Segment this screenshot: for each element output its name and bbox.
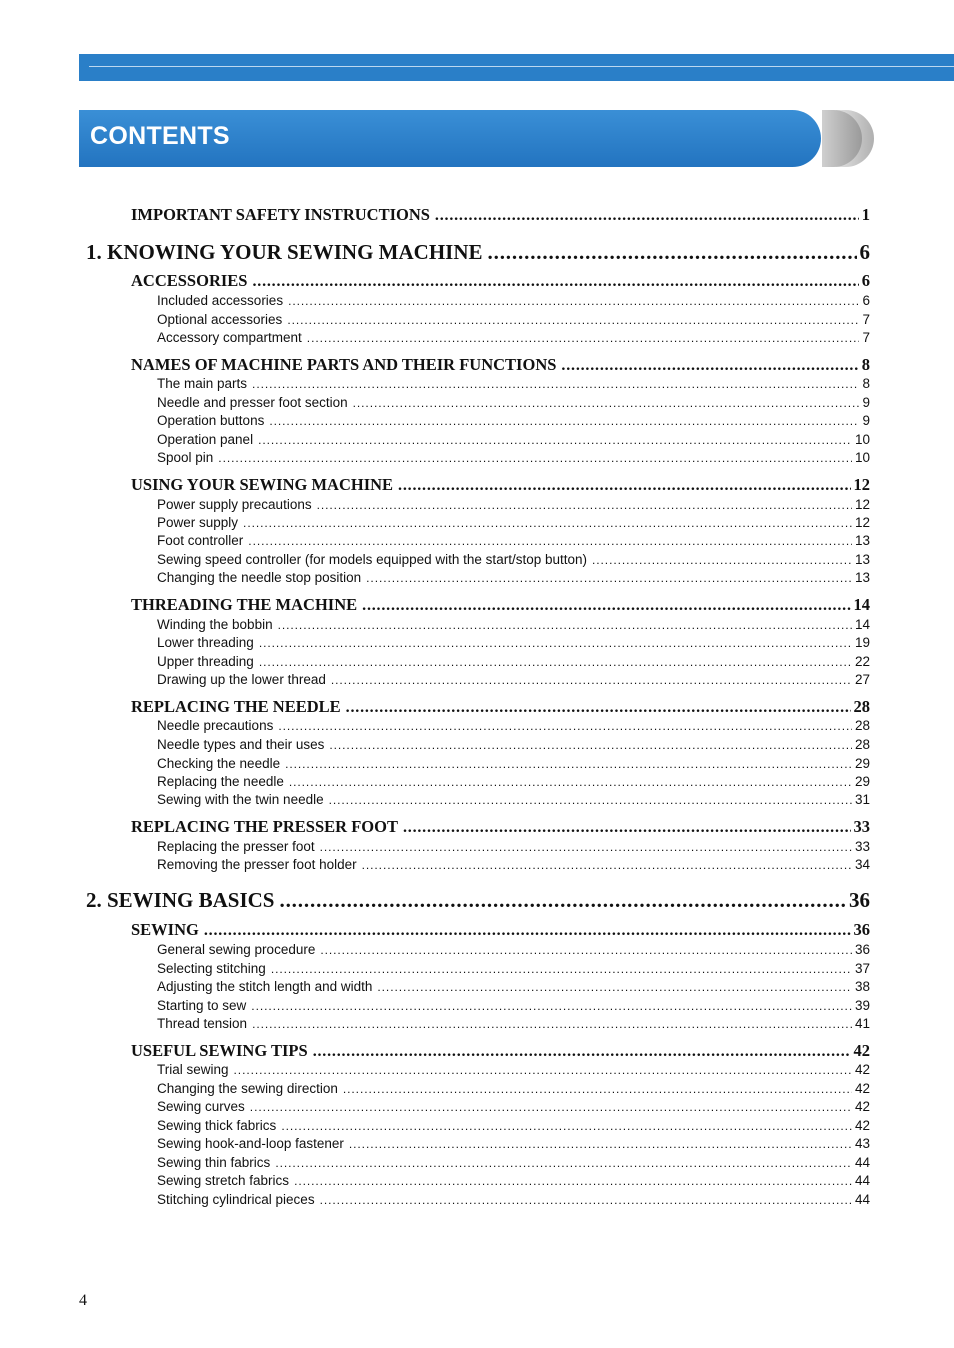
dot-leader — [435, 207, 859, 225]
toc-page-number: 13 — [854, 533, 870, 548]
dot-leader — [259, 636, 852, 650]
dot-leader — [403, 819, 851, 837]
toc-section[interactable] — [131, 1041, 870, 1063]
dot-leader — [320, 943, 852, 957]
dot-leader — [204, 922, 851, 940]
toc-entry-title: Changing the sewing direction — [157, 1081, 338, 1096]
toc-item[interactable] — [157, 961, 870, 979]
toc-entry-title: Sewing speed controller (for models equipped with the start/stop button) — [157, 552, 587, 567]
toc-page-number: 6 — [862, 293, 870, 308]
toc-page-number: 41 — [854, 1016, 870, 1031]
toc-page-number: 42 — [853, 1041, 870, 1060]
dot-leader — [252, 377, 859, 391]
toc-item[interactable] — [157, 774, 870, 792]
toc-item[interactable] — [157, 857, 870, 875]
dot-leader — [278, 719, 852, 733]
dot-leader — [218, 451, 852, 465]
toc-entry-title: Spool pin — [157, 450, 214, 465]
toc-section[interactable] — [131, 697, 870, 719]
toc-page-number: 6 — [859, 240, 870, 264]
toc-page-number: 44 — [854, 1173, 870, 1188]
toc-entry-title: Sewing stretch fabrics — [157, 1173, 290, 1188]
dot-leader — [248, 534, 852, 548]
toc-page-number: 1 — [861, 205, 870, 224]
toc-item[interactable] — [157, 515, 870, 533]
toc-item[interactable] — [157, 942, 870, 960]
dot-leader — [592, 553, 852, 567]
dot-leader — [252, 1017, 852, 1031]
toc-entry-title: 1. KNOWING YOUR SEWING MACHINE — [86, 240, 483, 264]
toc-entry-title: Replacing the needle — [157, 774, 284, 789]
toc-entry-title: REPLACING THE PRESSER FOOT — [131, 817, 398, 836]
toc-section[interactable] — [131, 817, 870, 839]
toc-entry-title: Operation buttons — [157, 413, 265, 428]
toc-item[interactable] — [157, 1173, 870, 1191]
toc-entry-title: The main parts — [157, 376, 248, 391]
dot-leader — [366, 571, 852, 585]
toc-entry-title: THREADING THE MACHINE — [131, 595, 358, 614]
toc-section[interactable] — [131, 271, 870, 293]
dot-leader — [258, 433, 852, 447]
toc-page-number: 10 — [854, 432, 870, 447]
toc-entry-title: Needle precautions — [157, 718, 274, 733]
toc-entry-title: Sewing hook-and-loop fastener — [157, 1136, 344, 1151]
toc-item[interactable] — [157, 635, 870, 653]
toc-entry-title: General sewing procedure — [157, 942, 316, 957]
toc-item[interactable] — [157, 1118, 870, 1136]
toc-page-number: 9 — [862, 395, 870, 410]
toc-item[interactable] — [157, 450, 870, 468]
dot-leader — [349, 1137, 852, 1151]
toc-item[interactable] — [157, 533, 870, 551]
toc-entry-title: REPLACING THE NEEDLE — [131, 697, 341, 716]
toc-entry-title: Needle and presser foot section — [157, 395, 348, 410]
toc-item[interactable] — [157, 1016, 870, 1034]
toc-page-number: 37 — [854, 961, 870, 976]
dot-leader — [329, 793, 852, 807]
toc-item[interactable] — [157, 979, 870, 997]
toc-page-number: 6 — [861, 271, 870, 290]
dot-leader — [259, 655, 852, 669]
toc-page-number: 29 — [854, 756, 870, 771]
toc-item[interactable] — [157, 497, 870, 515]
toc-page-number: 36 — [854, 942, 870, 957]
toc-item[interactable] — [157, 654, 870, 672]
toc-item[interactable] — [157, 330, 870, 348]
toc-entry-title: Stitching cylindrical pieces — [157, 1192, 315, 1207]
dot-leader — [313, 1043, 851, 1061]
toc-page-number: 31 — [854, 792, 870, 807]
dot-leader — [281, 1119, 852, 1133]
toc-entry-title: ACCESSORIES — [131, 271, 248, 290]
toc-chapter[interactable] — [86, 888, 870, 916]
dot-leader — [331, 673, 852, 687]
toc-page-number: 28 — [854, 737, 870, 752]
toc-item[interactable] — [157, 737, 870, 755]
dot-leader — [353, 396, 860, 410]
dot-leader — [362, 597, 850, 615]
dot-leader — [250, 1100, 852, 1114]
toc-entry-title: Sewing with the twin needle — [157, 792, 324, 807]
toc-page-number: 8 — [861, 355, 870, 374]
toc-section[interactable] — [131, 205, 870, 227]
dot-leader — [343, 1082, 852, 1096]
toc-page-number: 14 — [854, 617, 870, 632]
toc-item[interactable] — [157, 552, 870, 570]
toc-entry-title: Sewing curves — [157, 1099, 245, 1114]
toc-chapter[interactable] — [86, 240, 870, 268]
dot-leader — [317, 498, 852, 512]
toc-entry-title: Foot controller — [157, 533, 244, 548]
toc-entry-title: Trial sewing — [157, 1062, 229, 1077]
toc-item[interactable] — [157, 1062, 870, 1080]
toc-item[interactable] — [157, 432, 870, 450]
toc-item[interactable] — [157, 376, 870, 394]
toc-entry-title: Changing the needle stop position — [157, 570, 362, 585]
toc-page-number: 27 — [854, 672, 870, 687]
toc-page-number: 14 — [853, 595, 870, 614]
toc-item[interactable] — [157, 1081, 870, 1099]
toc-entry-title: Sewing thin fabrics — [157, 1155, 271, 1170]
toc-entry-title: USEFUL SEWING TIPS — [131, 1041, 308, 1060]
toc-page-number: 38 — [854, 979, 870, 994]
toc-entry-title: Optional accessories — [157, 312, 283, 327]
toc-page-number: 42 — [854, 1081, 870, 1096]
toc-entry-title: Lower threading — [157, 635, 254, 650]
dot-leader — [252, 273, 858, 291]
dot-leader — [362, 858, 852, 872]
dot-leader — [346, 699, 851, 717]
dot-leader — [377, 980, 852, 994]
toc-page-number: 9 — [862, 413, 870, 428]
toc-entry-title: Selecting stitching — [157, 961, 266, 976]
page-number: 4 — [79, 1292, 87, 1309]
toc-entry-title: Replacing the presser foot — [157, 839, 315, 854]
toc-entry-title: Winding the bobbin — [157, 617, 273, 632]
dot-leader — [278, 618, 852, 632]
toc-page-number: 10 — [854, 450, 870, 465]
toc-page-number: 12 — [854, 497, 870, 512]
toc-item[interactable] — [157, 718, 870, 736]
toc-page-number: 28 — [853, 697, 870, 716]
toc-entry-title: Sewing thick fabrics — [157, 1118, 277, 1133]
dot-leader — [561, 357, 858, 375]
toc-page-number: 8 — [862, 376, 870, 391]
toc-page-number: 13 — [854, 552, 870, 567]
toc-page-number: 43 — [854, 1136, 870, 1151]
toc-entry-title: USING YOUR SEWING MACHINE — [131, 475, 394, 494]
toc-entry-title: Starting to sew — [157, 998, 247, 1013]
toc-page-number: 44 — [854, 1192, 870, 1207]
toc-section[interactable] — [131, 475, 870, 497]
toc-entry-title: Removing the presser foot holder — [157, 857, 357, 872]
dot-leader — [269, 414, 859, 428]
dot-leader — [329, 738, 852, 752]
toc-page-number: 42 — [854, 1118, 870, 1133]
toc-entry-title: SEWING — [131, 920, 199, 939]
dot-leader — [288, 294, 859, 308]
dot-leader — [294, 1174, 852, 1188]
toc-page-number: 7 — [862, 330, 870, 345]
dot-leader — [307, 331, 860, 345]
dot-leader — [287, 313, 859, 327]
toc-section[interactable] — [131, 920, 870, 942]
toc-entry-title: Thread tension — [157, 1016, 248, 1031]
dot-leader — [271, 962, 852, 976]
toc-entry-title: Accessory compartment — [157, 330, 302, 345]
toc-page-number: 22 — [854, 654, 870, 669]
page-title: CONTENTS — [90, 122, 230, 150]
toc-page-number: 29 — [854, 774, 870, 789]
toc-entry-title: Needle types and their uses — [157, 737, 325, 752]
toc-item[interactable] — [157, 312, 870, 330]
toc-page-number: 7 — [862, 312, 870, 327]
toc-page-number: 36 — [849, 888, 870, 912]
toc-entry-title: IMPORTANT SAFETY INSTRUCTIONS — [131, 205, 430, 224]
toc-page-number: 33 — [853, 817, 870, 836]
dot-leader — [488, 240, 857, 265]
dot-leader — [285, 757, 852, 771]
toc-page-number: 33 — [854, 839, 870, 854]
toc-section[interactable] — [131, 595, 870, 617]
toc-entry-title: Upper threading — [157, 654, 254, 669]
toc-item[interactable] — [157, 1099, 870, 1117]
toc-page-number: 12 — [854, 515, 870, 530]
toc-item[interactable] — [157, 1192, 870, 1210]
toc-section[interactable] — [131, 355, 870, 377]
toc-item[interactable] — [157, 617, 870, 635]
toc-item[interactable] — [157, 413, 870, 431]
toc-entry-title: Adjusting the stitch length and width — [157, 979, 373, 994]
toc-item[interactable] — [157, 998, 870, 1016]
dot-leader — [320, 840, 852, 854]
toc-item[interactable] — [157, 570, 870, 588]
toc-entry-title: Operation panel — [157, 432, 254, 447]
toc-page-number: 12 — [853, 475, 870, 494]
dot-leader — [251, 999, 852, 1013]
toc-page-number: 39 — [854, 998, 870, 1013]
toc-item[interactable] — [157, 792, 870, 810]
toc-item[interactable] — [157, 1136, 870, 1154]
toc-page-number: 44 — [854, 1155, 870, 1170]
toc-item[interactable] — [157, 395, 870, 413]
toc-page-number: 34 — [854, 857, 870, 872]
dot-leader — [243, 516, 852, 530]
dot-leader — [279, 888, 846, 913]
toc-item[interactable] — [157, 672, 870, 690]
dot-leader — [320, 1193, 852, 1207]
toc-item[interactable] — [157, 839, 870, 857]
toc-item[interactable] — [157, 1155, 870, 1173]
toc-entry-title: Included accessories — [157, 293, 284, 308]
toc-entry-title: Power supply — [157, 515, 239, 530]
toc-page-number: 13 — [854, 570, 870, 585]
toc-entry-title: Power supply precautions — [157, 497, 312, 512]
dot-leader — [234, 1063, 852, 1077]
dot-leader — [275, 1156, 852, 1170]
toc-page-number: 19 — [854, 635, 870, 650]
toc-item[interactable] — [157, 756, 870, 774]
toc-page-number: 42 — [854, 1099, 870, 1114]
dot-leader — [289, 775, 852, 789]
toc-entry-title: Drawing up the lower thread — [157, 672, 326, 687]
toc-entry-title: NAMES OF MACHINE PARTS AND THEIR FUNCTIONS — [131, 355, 557, 374]
toc-page-number: 36 — [853, 920, 870, 939]
toc-entry-title: 2. SEWING BASICS — [86, 888, 275, 912]
toc-entry-title: Checking the needle — [157, 756, 281, 771]
toc-item[interactable] — [157, 293, 870, 311]
dot-leader — [398, 477, 850, 495]
toc-page-number: 42 — [854, 1062, 870, 1077]
toc-page-number: 28 — [854, 718, 870, 733]
